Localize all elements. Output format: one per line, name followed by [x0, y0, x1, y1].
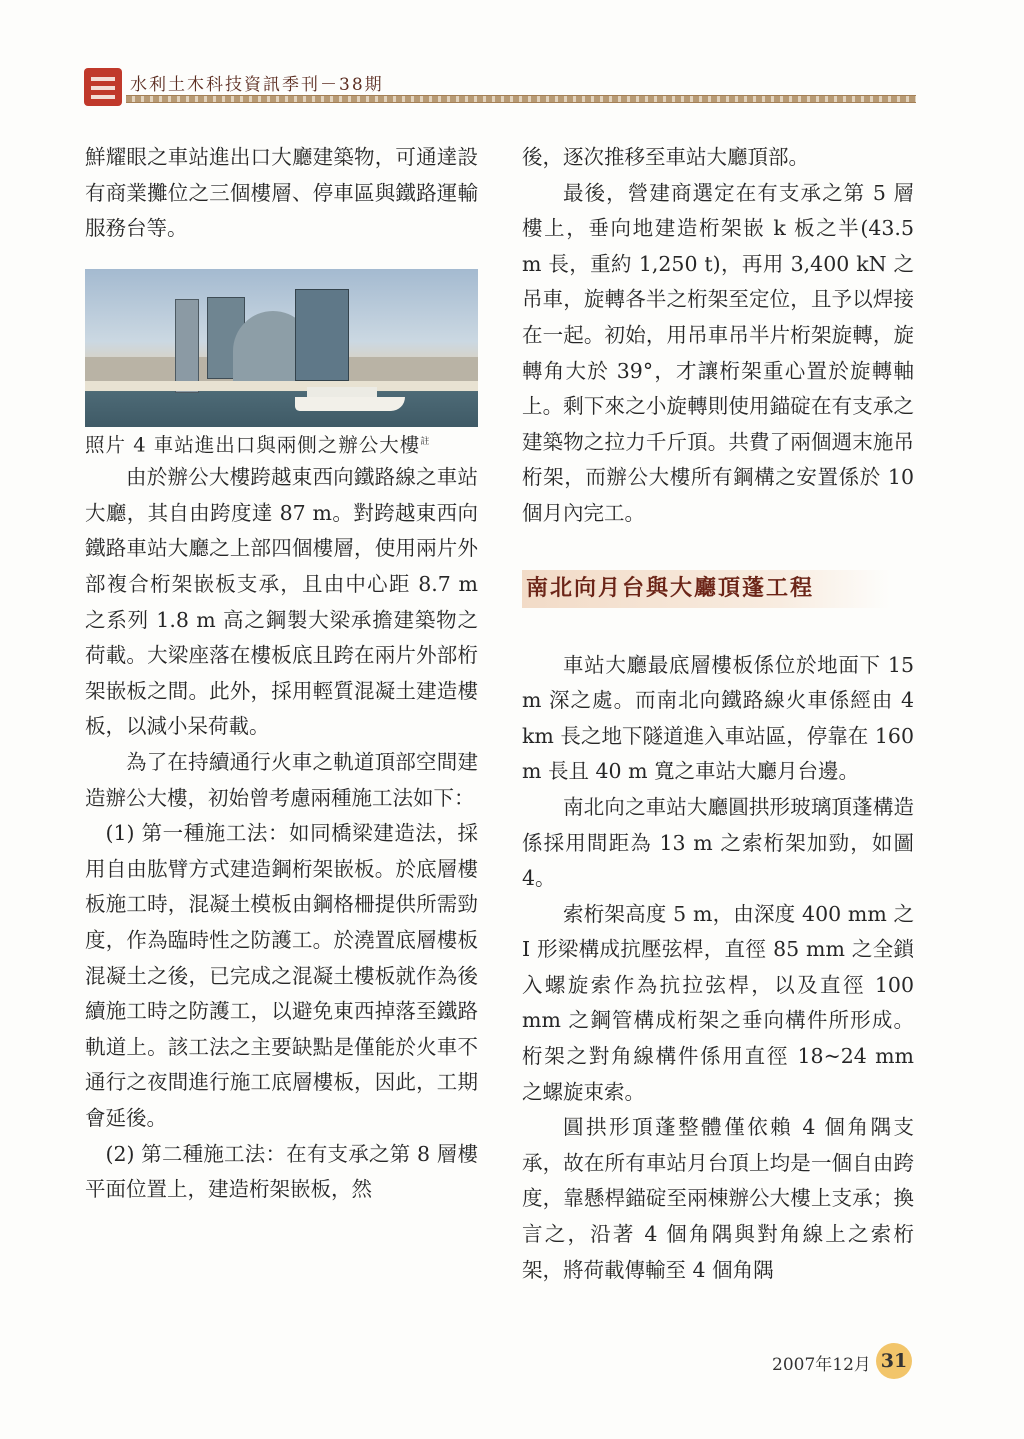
list-item: (1) 第一種施工法：如同橋梁建造法，採用自由肱臂方式建造鋼桁架嵌板。於底層樓板施工時，混凝土模板由鋼格柵提供所需勁度，作為臨時性之防護工。於澆置底層樓板混凝土之後，已完成之混凝土樓板就作為後續施工時之防護工，以避免東西掉落至鐵路軌道上。該工法之主要缺點是僅能於火車不通行之夜間進行施工底層樓板，因此，工期會延後。	[85, 821, 478, 1130]
photo-caption-note: 註	[420, 436, 431, 447]
paragraph: 車站大廳最底層樓板係位於地面下 15 m 深之處。而南北向鐵路線火車係經由 4 km 長之地下隧道進入車站區，停靠在 160 m 長且 40 m 寬之車站大廳月台邊。	[522, 652, 914, 784]
journal-title: 水利土木科技資訊季刊－38期	[130, 75, 384, 95]
paragraph: 最後，營建商選定在有支承之第 5 層樓上，垂向地建造桁架嵌 k 板之半(43.5 m 長，重約 1,250 t)，再用 3,400 kN 之吊車，旋轉各半之桁架至定位，且予以焊接在一起。初始，用吊車吊半片桁架旋轉，旋轉角大於 39°，才讓桁架重心置於旋轉軸上。剩下來之小旋轉則使用錨碇在有支承之建築物之拉力千斤頂。共費了兩個週末施吊桁架，而辦公大樓所有鋼構之安置係於 10 個月內完工。	[522, 180, 914, 525]
station-photo	[85, 269, 478, 427]
left-column	[85, 140, 478, 1208]
right-column	[522, 140, 914, 1288]
paragraph: 索桁架高度 5 m，由深度 400 mm 之 I 形梁構成抗壓弦桿，直徑 85 mm 之全鎖入螺旋索作為抗拉弦桿，以及直徑 100 mm 之鋼管構成桁架之垂向構件所形成。桁架之對角線構件係用直徑 18~24 mm 之螺旋束索。	[522, 901, 914, 1104]
paragraph: 後，逐次推移至車站大廳頂部。	[522, 145, 809, 169]
paragraph: 為了在持續通行火車之軌道頂部空間建造辦公大樓，初始曾考慮兩種施工法如下：	[85, 750, 478, 810]
photo-boat	[295, 397, 405, 411]
paragraph: 由於辦公大樓跨越東西向鐵路線之車站大廳，其自由跨度達 87 m。對跨越東西向鐵路車站大廳之上部四個樓層，使用兩片外部複合桁架嵌板支承，且由中心距 8.7 m 之系列 1.8 m 高之鋼製大梁承擔建築物之荷載。大梁座落在樓板底且跨在兩片外部桁架嵌板之間。此外，採用輕質混凝土建造樓板，以減小呆荷載。	[85, 465, 478, 739]
photo-tower	[175, 299, 199, 393]
paragraph: 南北向之車站大廳圓拱形玻璃頂蓬構造係採用間距為 13 m 之索桁架加勁，如圖 4。	[522, 794, 914, 891]
list-item: (2) 第二種施工法：在有支承之第 8 層樓平面位置上，建造桁架嵌板，然	[85, 1141, 478, 1202]
page-number: 31	[876, 1343, 912, 1379]
paragraph: 鮮耀眼之車站進出口大廳建築物，可通達設有商業攤位之三個樓層、停車區與鐵路運輸服務台等。	[85, 145, 478, 241]
header-rule	[126, 95, 916, 103]
journal-logo-icon	[84, 68, 122, 106]
photo-caption	[85, 427, 478, 461]
photo-caption-text: 照片 4 車站進出口與兩側之辦公大樓	[85, 433, 421, 457]
photo-office-building-right	[295, 289, 349, 381]
paragraph: 圓拱形頂蓬整體僅依賴 4 個角隅支承，故在所有車站月台頂上均是一個自由跨度，靠懸桿錨碇至兩棟辦公大樓上支承；換言之，沿著 4 個角隅與對角線上之索桁架，將荷載傳輸至 4 個角隅	[522, 1115, 914, 1282]
section-title: 南北向月台與大廳頂蓬工程	[522, 570, 890, 608]
issue-date: 2007年12月	[772, 1355, 871, 1375]
photo-river-bank	[85, 381, 478, 391]
page-header	[0, 0, 1024, 110]
